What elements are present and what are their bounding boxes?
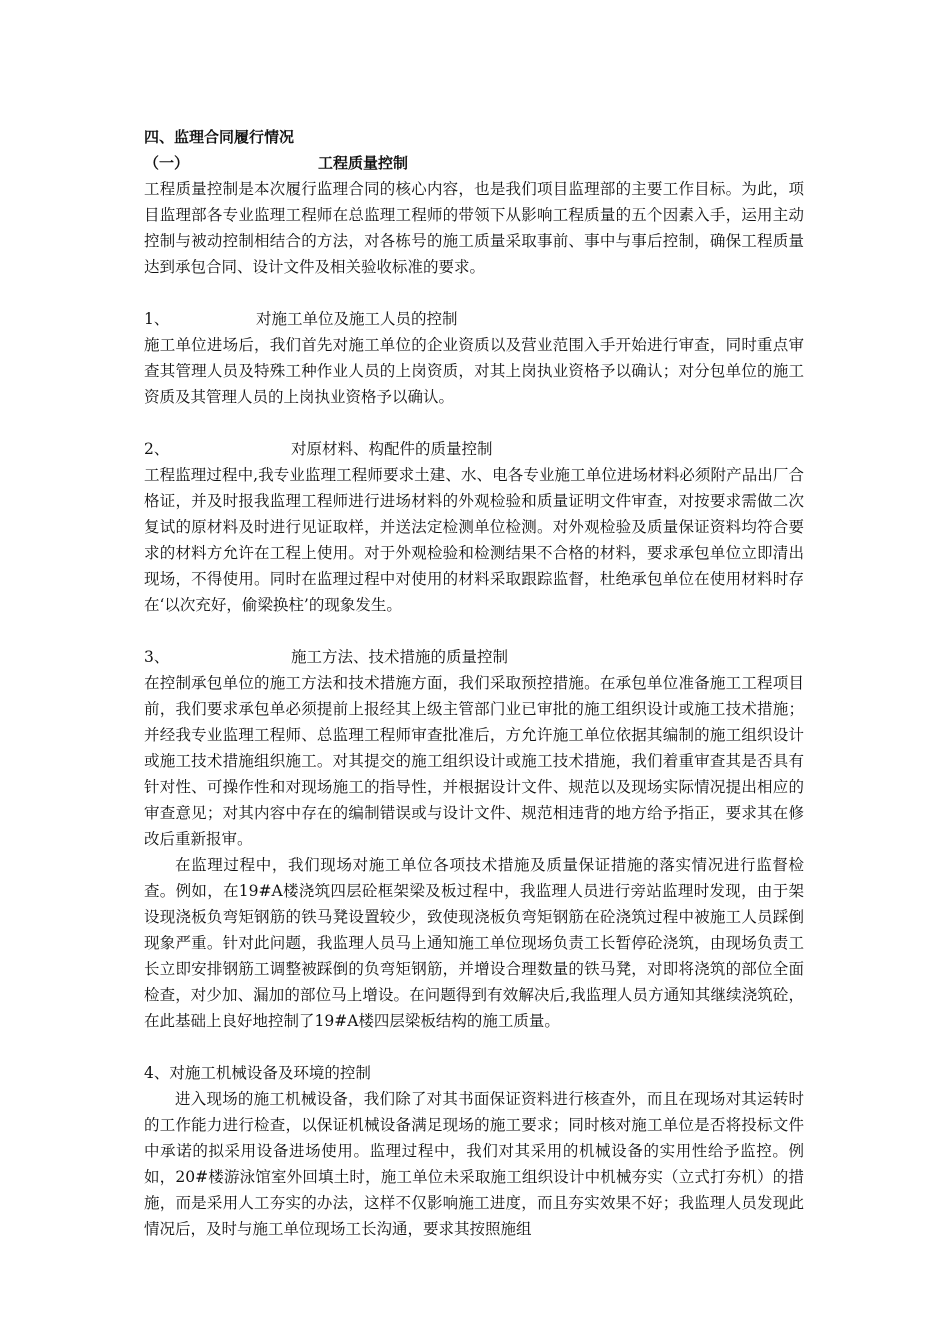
chapter-heading: 四、监理合同履行情况: [144, 128, 295, 146]
subsection-2-paragraph: 工程监理过程中,我专业监理工程师要求土建、水、电各专业施工单位进场材料必须附产品出厂合格证，并及时报我监理工程师进行进场材料的外观检验和质量证明文件审查，对按要求需做二次复试的原材料及时进行见证取样，并送法定检测单位检测。对外观检验及质量保证资料均符合要求的材料方允许在工程上使用。对于外观检验和检测结果不合格的材料，要求承包单位立即清出现场，不得使用。同时在监理过程中对使用的材料采取跟踪监督，杜绝承包单位在使用材料时存在‘以次充好，偷梁换柱’的现象发生。: [144, 466, 804, 614]
subsection-number: 1、: [144, 310, 170, 328]
subsection-heading-3: [144, 644, 804, 670]
subsection-heading-4: [144, 1060, 804, 1086]
subsection-3-paragraph-2: 在监理过程中，我们现场对施工单位各项技术措施及质量保证措施的落实情况进行监督检查。例如，在19#A楼浇筑四层砼框架梁及板过程中，我监理人员进行旁站监理时发现，由于架设现浇板负弯矩钢筋的铁马凳设置较少，致使现浇板负弯矩钢筋在砼浇筑过程中被施工人员踩倒现象严重。针对此问题，我监理人员马上通知施工单位现场负责工长暂停砼浇筑，由现场负责工长立即安排钢筋工调整被踩倒的负弯矩钢筋，并增设合理数量的铁马凳，对即将浇筑的部位全面检查，对少加、漏加的部位马上增设。在问题得到有效解决后,我监理人员方通知其继续浇筑砼，在此基础上良好地控制了19#A楼四层梁板结构的施工质量。: [144, 856, 804, 1030]
subsection-number: 3、: [144, 648, 170, 666]
section-title: 工程质量控制: [318, 154, 409, 172]
section-number: （一）: [144, 154, 190, 172]
subsection-heading-1: [144, 306, 804, 332]
document-page: [144, 124, 804, 1242]
subsection-3-paragraph-1: 在控制承包单位的施工方法和技术措施方面，我们采取预控措施。在承包单位准备施工工程项目前，我们要求承包单必须提前上报经其上级主管部门业已审批的施工组织设计或施工技术措施；并经我专业监理工程师、总监理工程师审查批准后，方允许施工单位依据其编制的施工组织设计或施工技术措施组织施工。对其提交的施工组织设计或施工技术措施，我们着重审查其是否具有针对性、可操作性和对现场施工的指导性，并根据设计文件、规范以及现场实际情况提出相应的审查意见；对其内容中存在的编制错误或与设计文件、规范相违背的地方给予指正，要求其在修改后重新报审。: [144, 674, 804, 848]
subsection-1-paragraph: 施工单位进场后，我们首先对施工单位的企业资质以及营业范围入手开始进行审查，同时重点审查其管理人员及特殊工种作业人员的上岗资质，对其上岗执业资格予以确认；对分包单位的施工资质及其管理人员的上岗执业资格予以确认。: [144, 336, 804, 406]
subsection-heading-2: [144, 436, 804, 462]
subsection-number: 4、: [144, 1064, 170, 1082]
subsection-title: 对施工单位及施工人员的控制: [256, 310, 458, 328]
subsection-title: 对原材料、构配件的质量控制: [291, 440, 493, 458]
section-heading: [144, 150, 804, 176]
subsection-title: 对施工机械设备及环境的控制: [169, 1064, 371, 1082]
subsection-title: 施工方法、技术措施的质量控制: [291, 648, 509, 666]
subsection-4-paragraph: 进入现场的施工机械设备，我们除了对其书面保证资料进行核查外，而且在现场对其运转时的工作能力进行检查，以保证机械设备满足现场的施工要求；同时核对施工单位是否将投标文件中承诺的拟采用设备进场使用。监理过程中，我们对其采用的机械设备的实用性给予监控。例如，20#楼游泳馆室外回填土时，施工单位未采取施工组织设计中机械夯实（立式打夯机）的措施，而是采用人工夯实的办法，这样不仅影响施工进度，而且夯实效果不好；我监理人员发现此情况后，及时与施工单位现场工长沟通，要求其按照施组: [144, 1090, 804, 1238]
subsection-number: 2、: [144, 440, 170, 458]
intro-paragraph: 工程质量控制是本次履行监理合同的核心内容，也是我们项目监理部的主要工作目标。为此，项目监理部各专业监理工程师在总监理工程师的带领下从影响工程质量的五个因素入手，运用主动控制与被动控制相结合的方法，对各栋号的施工质量采取事前、事中与事后控制，确保工程质量达到承包合同、设计文件及相关验收标准的要求。: [144, 180, 804, 276]
